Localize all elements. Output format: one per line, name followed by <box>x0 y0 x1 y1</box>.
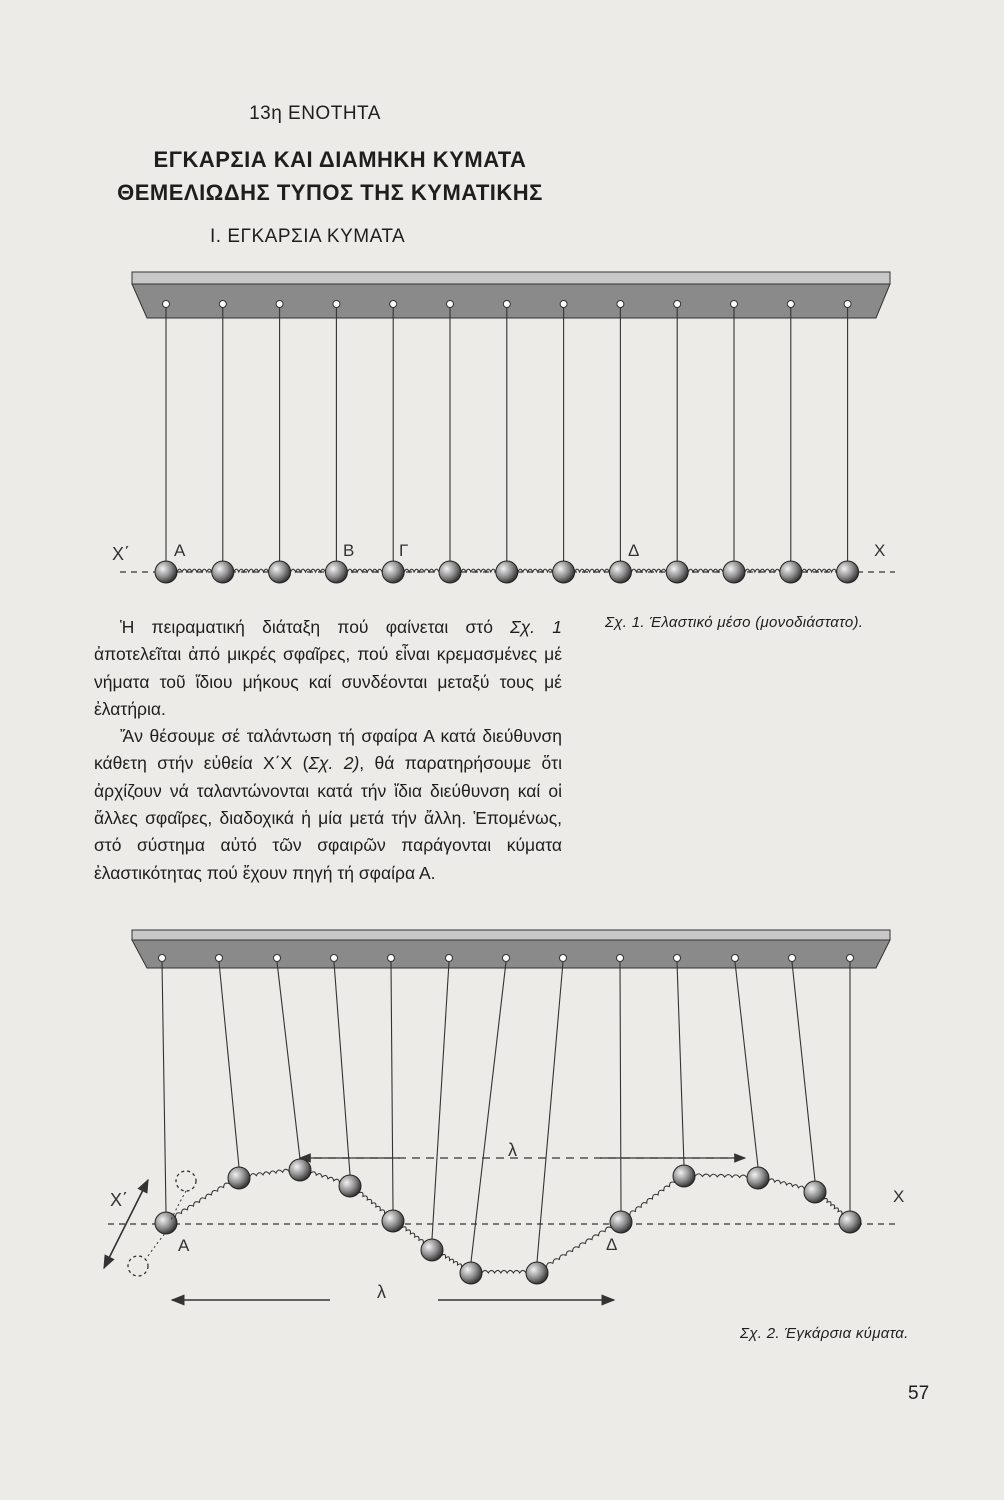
thread <box>792 962 815 1181</box>
hook <box>331 955 338 962</box>
spring <box>461 569 496 572</box>
label-x: Χ <box>874 541 886 560</box>
ball <box>439 561 461 583</box>
ball <box>837 561 859 583</box>
ball <box>496 561 518 583</box>
hook <box>844 301 851 308</box>
thread <box>471 962 506 1262</box>
hook <box>617 301 624 308</box>
thread <box>537 962 563 1262</box>
unit-heading: 13η ΕΝΟΤΗΤΑ <box>249 103 381 124</box>
spring <box>250 1169 289 1176</box>
chapter-title-line-2: ΘΕΜΕΛΙΩΔΗΣ ΤΥΠΟΣ ΤΗΣ ΚΥΜΑΤΙΚΗΣ <box>117 180 543 205</box>
spring <box>234 569 269 572</box>
spring <box>575 569 610 572</box>
figure-2-reference: Σχ. 2) <box>308 753 360 774</box>
hook <box>503 301 510 308</box>
ball <box>289 1159 311 1181</box>
lambda-bottom-label: λ <box>377 1282 386 1302</box>
hook <box>560 955 567 962</box>
oscillation-arrow <box>104 1171 196 1276</box>
hook <box>390 301 397 308</box>
spring <box>359 1192 385 1214</box>
hook <box>216 955 223 962</box>
hook <box>560 301 567 308</box>
hook <box>674 955 681 962</box>
label-g: Γ <box>399 541 409 560</box>
body-text <box>94 614 562 887</box>
thread <box>391 962 393 1210</box>
hook <box>731 301 738 308</box>
figure-1-reference: Σχ. 1 <box>510 617 562 637</box>
hook <box>163 301 170 308</box>
spring <box>441 1254 461 1267</box>
ball <box>325 561 347 583</box>
label-x-prime: Χ΄ <box>110 1190 128 1210</box>
hook <box>674 301 681 308</box>
hook <box>159 955 166 962</box>
figure-1-elastic-medium <box>0 262 1004 602</box>
lambda-top-label: λ <box>508 1140 517 1160</box>
ball <box>804 1181 826 1203</box>
spring <box>482 1270 526 1273</box>
hook <box>446 955 453 962</box>
label-x: Χ <box>893 1187 905 1206</box>
springs <box>175 1169 842 1273</box>
hook <box>503 955 510 962</box>
hook <box>333 301 340 308</box>
ball <box>747 1167 769 1189</box>
paragraph-1: Ἡ πειραματική διάταξη πού φαίνεται στό Σχ. 1 ἀποτελεῖται ἀπό μικρές σφαῖρες, πού εἶναι κρεμασμένες μέ νήματα τοῦ ἴδιου μήκους καί συνδέονται μεταξύ τους μέ ἐλατήρια. <box>94 617 562 719</box>
spring <box>518 569 553 572</box>
hook <box>789 955 796 962</box>
chapter-title-line-1: ΕΓΚΑΡΣΙΑ ΚΑΙ ΔΙΑΜΗΚΗ ΚΥΜΑΤΑ <box>153 147 527 172</box>
thread <box>432 962 449 1239</box>
ball <box>609 561 631 583</box>
label-x-prime: Χ΄ <box>112 544 130 564</box>
label-d: Δ <box>606 1235 618 1254</box>
support-bar <box>132 930 890 968</box>
figure-2-caption: Σχ. 2. Έγκάρσια κύματα. <box>740 1325 909 1342</box>
thread <box>620 962 621 1211</box>
page-number: 57 <box>908 1383 930 1404</box>
support-bar <box>132 272 890 318</box>
thread <box>677 962 684 1165</box>
hook <box>732 955 739 962</box>
ball <box>839 1211 861 1233</box>
section-heading: Ι. ΕΓΚΑΡΣΙΑ ΚΥΜΑΤΑ <box>210 226 406 247</box>
hook <box>274 955 281 962</box>
spring <box>823 1198 842 1214</box>
spring <box>402 1227 424 1244</box>
ball <box>673 1165 695 1187</box>
balls <box>155 1159 861 1284</box>
label-a: Α <box>174 541 186 560</box>
hook <box>219 301 226 308</box>
thread <box>219 962 239 1167</box>
ball <box>212 561 234 583</box>
ball <box>666 561 688 583</box>
ball <box>382 561 404 583</box>
figure-1-caption: Σχ. 1. Έλαστικό μέσο (μονοδιάστατο). <box>605 614 864 631</box>
ball <box>610 1211 632 1233</box>
spring <box>310 1172 339 1183</box>
spring <box>769 1179 805 1190</box>
ball <box>339 1175 361 1197</box>
hook <box>388 955 395 962</box>
thread <box>277 962 300 1159</box>
hook <box>276 301 283 308</box>
thread <box>735 962 758 1167</box>
label-d: Δ <box>628 541 640 560</box>
ball <box>269 561 291 583</box>
ball <box>780 561 802 583</box>
spring <box>177 569 212 572</box>
paragraph-2: Ἄν θέσουμε σέ ταλάντωση τή σφαίρα Α κατά διεύθυνση κάθετη στήν εὐθεία Χ΄Χ (Σχ. 2), θά παρατηρήσουμε ὅτι ἀρχίζουν νά ταλαντώνονται κατά τήν ἴδια διεύθυνση καί οἱ ἄλλες σφαῖρες, διαδοχικά ἡ μία μετά τήν ἄλλη. Ἑπομένως, στό σύστημα αὐτό τῶν σφαιρῶν παράγονται κύματα ἐλαστικότητας πού ἔχουν πηγή τή σφαίρα Α. <box>94 726 562 883</box>
spring <box>802 569 837 572</box>
thread <box>162 962 166 1212</box>
ball <box>155 561 177 583</box>
spring <box>546 1227 611 1267</box>
ball <box>421 1239 443 1261</box>
spring <box>695 1174 747 1178</box>
label-a: Α <box>178 1236 190 1255</box>
ball <box>553 561 575 583</box>
label-b: Β <box>343 541 355 560</box>
spring <box>630 1182 675 1216</box>
hook <box>447 301 454 308</box>
hook <box>847 955 854 962</box>
threads <box>159 955 854 1263</box>
thread <box>334 962 350 1175</box>
ball <box>460 1262 482 1284</box>
ball <box>382 1210 404 1232</box>
ball <box>228 1167 250 1189</box>
ball <box>526 1262 548 1284</box>
hook <box>787 301 794 308</box>
threads <box>163 301 852 562</box>
spring <box>175 1183 229 1217</box>
ball <box>723 561 745 583</box>
hook <box>617 955 624 962</box>
balls <box>155 561 859 583</box>
ball <box>155 1212 177 1234</box>
figure-2-transverse-waves <box>0 920 1004 1320</box>
